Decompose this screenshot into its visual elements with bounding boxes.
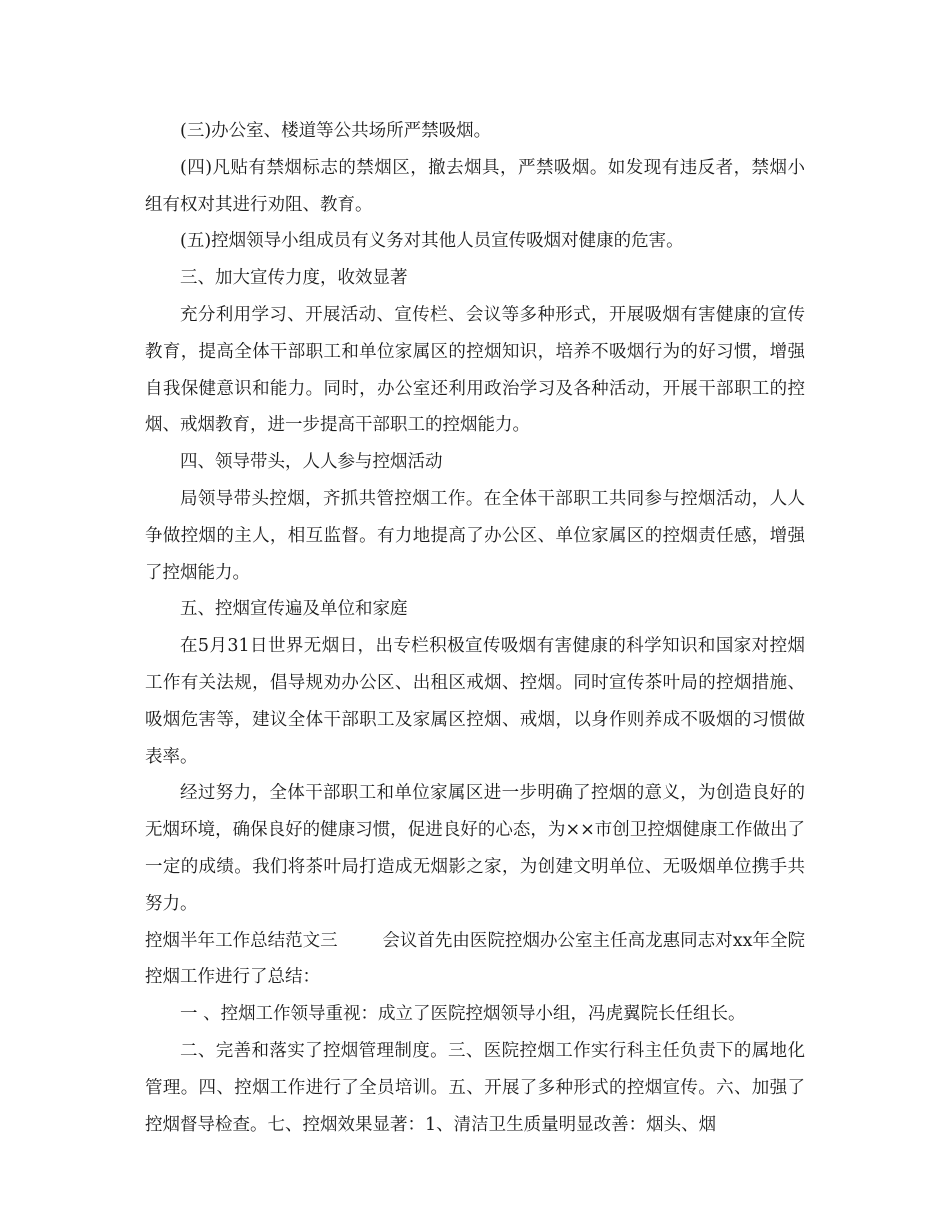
paragraph: (四)凡贴有禁烟标志的禁烟区，撤去烟具，严禁吸烟。如发现有违反者，禁烟小组有权对其进行劝阻、教育。 (145, 157, 805, 215)
section-heading: 三、加大宣传力度，收效显著 (180, 268, 408, 289)
paragraph: 局领导带头控烟，齐抓共管控烟工作。在全体干部职工共同参与控烟活动，人人争做控烟的主人，相互监督。有力地提高了办公区、单位家属区的控烟责任感，增强了控烟能力。 (145, 488, 805, 583)
paragraph: (三)办公室、楼道等公共场所严禁吸烟。 (180, 121, 492, 141)
paragraph: 在5月31日世界无烟日，出专栏积极宣传吸烟有害健康的科学知识和国家对控烟工作有关法规，倡导规劝办公区、出租区戒烟、控烟。同时宣传茶叶局的控烟措施、吸烟危害等，建议全体干部职工及家属区控烟、戒烟，以身作则养成不吸烟的习惯做表率。 (145, 636, 805, 767)
paragraph: 经过努力，全体干部职工和单位家属区进一步明确了控烟的意义，为创造良好的无烟环境，确保良好的健康习惯，促进良好的心态，为××市创卫控烟健康工作做出了一定的成绩。我们将茶叶局打造成无烟影之家，为创建文明单位、无吸烟单位携手共努力。 (145, 783, 805, 914)
paragraph: 二、完善和落实了控烟管理制度。三、医院控烟工作实行科主任负责下的属地化管理。四、控烟工作进行了全员培训。五、开展了多种形式的控烟宣传。六、加强了控烟督导检查。七、控烟效果显著：1、清洁卫生质量明显改善：烟头、烟 (145, 1040, 805, 1135)
paragraph: 充分利用学习、开展活动、宣传栏、会议等多种形式，开展吸烟有害健康的宣传教育，提高全体干部职工和单位家属区的控烟知识，培养不吸烟行为的好习惯，增强自我保健意识和能力。同时，办公室还利用政治学习及各种活动，开展干部职工的控烟、戒烟教育，进一步提高干部职工的控烟能力。 (145, 304, 805, 436)
section-title-line: 控烟半年工作总结范文三 会议首先由医院控烟办公室主任高龙惠同志对xx年全院控烟工作进行了总结： (145, 930, 805, 988)
paragraph: 一 、控烟工作领导重视：成立了医院控烟领导小组，冯虎翼院长任组长。 (180, 1004, 746, 1025)
paragraph: (五)控烟领导小组成员有义务对其他人员宣传吸烟对健康的危害。 (180, 231, 684, 252)
section-heading: 四、领导带头，人人参与控烟活动 (180, 452, 443, 473)
section-heading: 五、控烟宣传遍及单位和家庭 (180, 599, 408, 620)
